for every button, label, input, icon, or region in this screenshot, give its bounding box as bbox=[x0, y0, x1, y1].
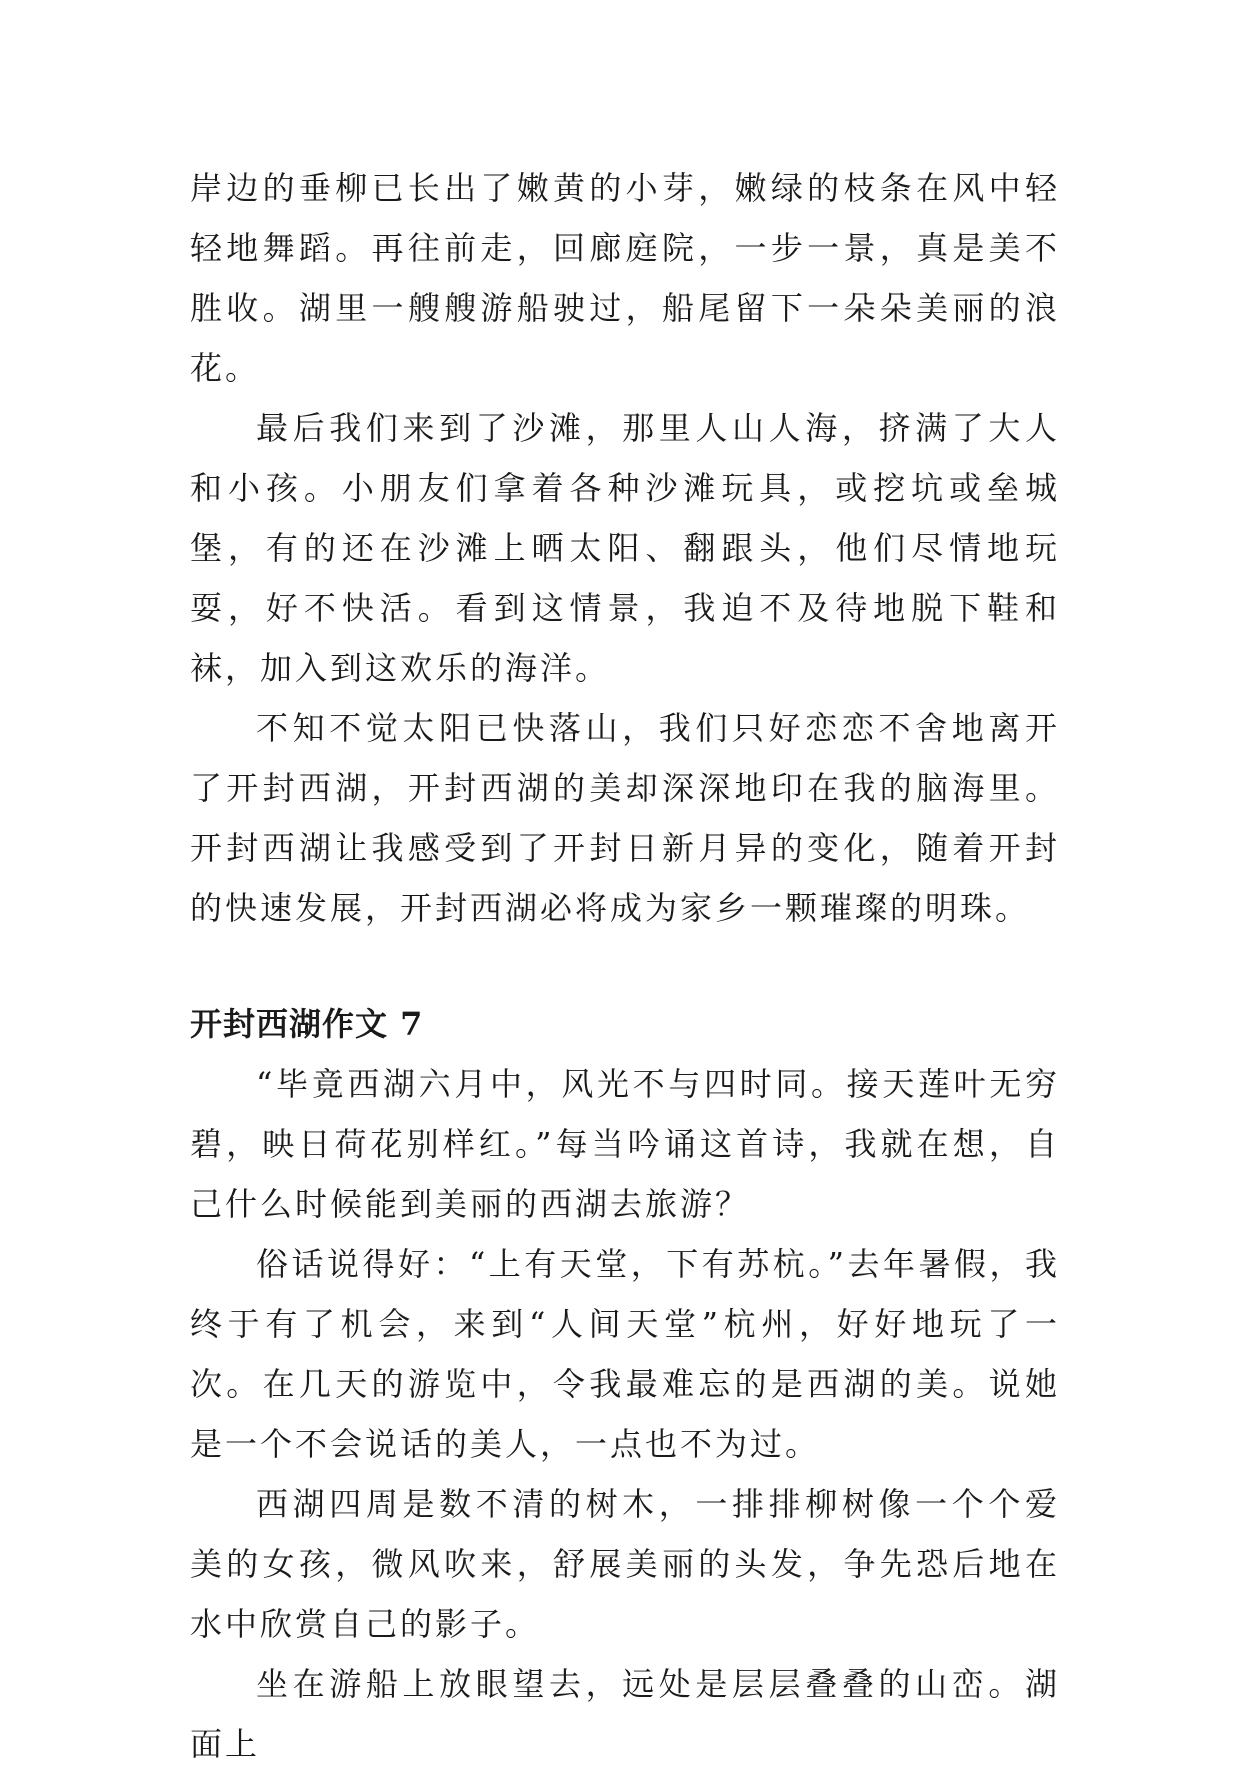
paragraph-poem: “毕竟西湖六月中，风光不与四时同。接天莲叶无穷碧，映日荷花别样红。”每当吟诵这首诗，我就在想，自己什么时候能到美丽的西湖去旅游？ bbox=[190, 1065, 1060, 1223]
paragraph-trees: 西湖四周是数不清的树木，一排排柳树像一个个爱美的女孩，微风吹来，舒展美丽的头发，争先恐后地在水中欣赏自己的影子。 bbox=[190, 1485, 1060, 1643]
section-title: 开封西湖作文 7 bbox=[190, 1005, 424, 1043]
paragraph-saying: 俗话说得好：“上有天堂，下有苏杭。”去年暑假，我终于有了机会，来到“人间天堂”杭州，好好地玩了一次。在几天的游览中，令我最难忘的是西湖的美。说她是一个不会说话的美人，一点也不为过。 bbox=[190, 1245, 1060, 1463]
paragraph-sunset: 不知不觉太阳已快落山，我们只好恋恋不舍地离开了开封西湖，开封西湖的美却深深地印在我的脑海里。开封西湖让我感受到了开封日新月异的变化，随着开封的快速发展，开封西湖必将成为家乡一颗璀璨的明珠。 bbox=[190, 709, 1060, 927]
paragraph-boat: 坐在游船上放眼望去，远处是层层叠叠的山峦。湖面上 bbox=[190, 1665, 1060, 1763]
document-body bbox=[190, 158, 1060, 1774]
paragraph-beach: 最后我们来到了沙滩，那里人山人海，挤满了大人和小孩。小朋友们拿着各种沙滩玩具，或挖坑或垒城堡，有的还在沙滩上晒太阳、翻跟头，他们尽情地玩耍，好不快活。看到这情景，我迫不及待地脱下鞋和袜，加入到这欢乐的海洋。 bbox=[190, 409, 1060, 687]
paragraph-willows: 岸边的垂柳已长出了嫩黄的小芽，嫩绿的枝条在风中轻轻地舞蹈。再往前走，回廊庭院，一步一景，真是美不胜收。湖里一艘艘游船驶过，船尾留下一朵朵美丽的浪花。 bbox=[190, 169, 1060, 387]
